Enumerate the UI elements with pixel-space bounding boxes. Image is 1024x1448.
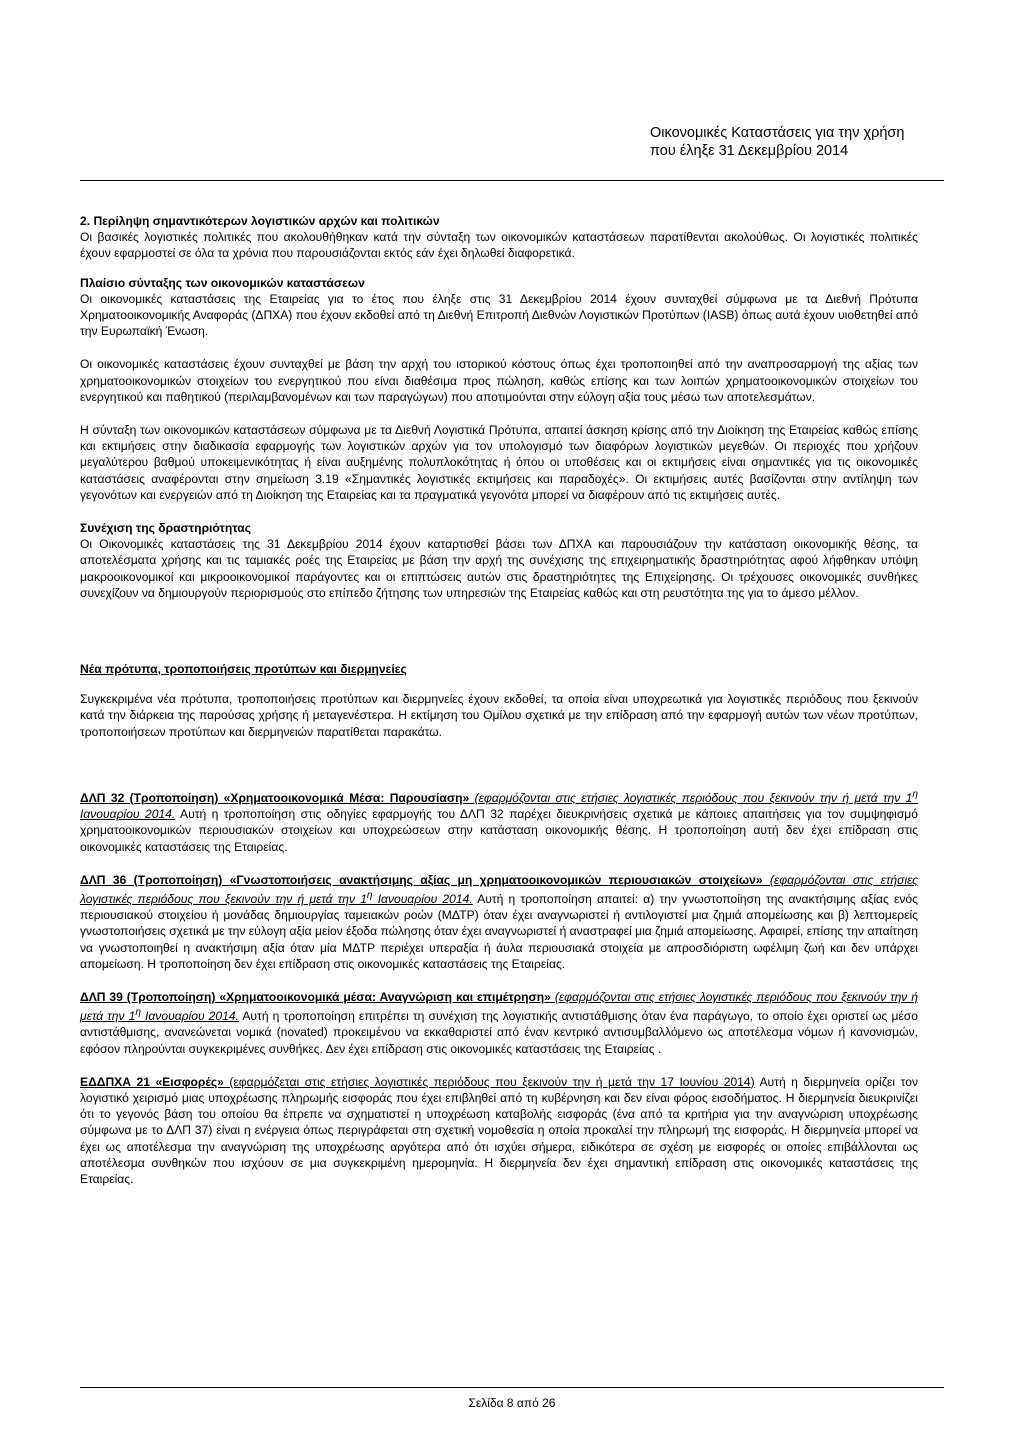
section-intro: Οι βασικές λογιστικές πολιτικές που ακολουθήθηκαν κατά την σύνταξη των οικονομικών καταστάσεων παρατίθενται ακολούθως. Οι λογιστικές πολιτικές έχουν εφαρμοστεί σε όλα τα χρόνια που παρουσιάζονται εκτός εάν έχει δηλωθεί διαφορετικά.	[80, 230, 918, 261]
ias32-body: Αυτή η τροποποίηση στις οδηγίες εφαρμογής του ΔΛΠ 32 παρέχει διευκρινήσεις σχετικά με κάποιες απαιτήσεις για τον συμψηφισμό χρηματοοικονομικών περιουσιακών στοιχείων και υποχρεώσεων στην κατάσταση οικονομικής θέσης. Η τροποποίηση αυτή δεν έχει επίδραση στις οικονομικές καταστάσεις της Εταιρείας.	[80, 807, 918, 854]
ias39-title: ΔΛΠ 39 (Τροποποίηση) «Χρηματοοικονομικά μέσα: Αναγνώριση και επιμέτρηση»	[80, 989, 551, 1004]
page-header	[650, 124, 905, 160]
ifric21-paragraph	[80, 1074, 918, 1187]
ias32-paragraph	[80, 787, 918, 855]
framework-paragraph-1: Οι οικονομικές καταστάσεις της Εταιρείας για το έτος που έληξε στις 31 Δεκεμβρίου 2014 έχουν συνταχθεί σύμφωνα με τα Διεθνή Πρότυπα Χρηματοοικονομικής Αναφοράς (ΔΠΧΑ) που έχουν εκδοθεί από τη Διεθνή Επιτροπή Διεθνών Λογιστικών Προτύπων (IASB) όπως αυτά έχουν υιοθετηθεί από την Ευρωπαϊκή Ένωση.	[80, 291, 918, 339]
ifric21-effective: (εφαρμόζεται στις ετήσιες λογιστικές περιόδους που ξεκινούν την ή μετά την 17 Ιουνίου 2014)	[223, 1074, 755, 1089]
framework-paragraph-2: Οι οικονομικές καταστάσεις έχουν συνταχθεί με βάση την αρχή του ιστορικού κόστους όπως έχει τροποποιηθεί από την αναπροσαρμογή της αξίας των χρηματοοικονομικών στοιχείων του ενεργητικού που είναι διαθέσιμα προς πώληση, καθώς επίσης και των λοιπών χρηματοοικονομικών στοιχείων του ενεργητικού και παθητικού (περιλαμβανομένων και των παραγώγων) που αποτιμούνται στην εύλογη αξία τους μέσω των αποτελεσμάτων.	[80, 357, 918, 404]
ias32-effective: (εφαρμόζονται στις ετήσιες λογιστικές περιόδους που ξεκινούν την ή μετά την $1^\eta$ Ιανουαρίου 2014.	[80, 788, 918, 822]
framework-paragraph-3: Η σύνταξη των οικονομικών καταστάσεων σύμφωνα με τα Διεθνή Λογιστικά Πρότυπα, απαιτεί άσκηση κρίσης από την Διοίκηση της Εταιρείας καθώς επίσης και εκτιμήσεις στην διαδικασία εφαρμογής των λογιστικών αρχών για τον υπολογισμό των διαφόρων λογιστικών μεγεθών. Οι περιοχές που χρήζουν μεγαλύτερου βαθμού υποκειμενικότητας ή είναι αυξημένης πολυπλοκότητας ή όπου οι υποθέσεις και οι εκτιμήσεις είναι σημαντικές για τις οικονομικές καταστάσεις αναφέρονται στην σημείωση 3.19 «Σημαντικές λογιστικές εκτιμήσεις και παραδοχές». Οι εκτιμήσεις αυτές βασίζονται στην αντίληψη των γεγονότων και ενεργειών από τη Διοίκηση της Εταιρείας και τα πραγματικά γεγονότα μπορεί να διαφέρουν από τις εκτιμήσεις αυτές.	[80, 423, 918, 502]
new-standards-intro: Συγκεκριμένα νέα πρότυπα, τροποποιήσεις προτύπων και διερμηνείες έχουν εκδοθεί, τα οποία είναι υποχρεωτικά για λογιστικές περιόδους που ξεκινούν κατά την διάρκεια της παρούσας χρήσης ή μεταγενέστερα. Η εκτίμηση του Ομίλου σχετικά με την επίδραση από την εφαρμογή αυτών των νέων προτύπων, τροποποιήσεων προτύπων και διερμηνειών παρατίθεται παρακάτω.	[80, 692, 918, 739]
section-heading: 2. Περίληψη σημαντικότερων λογιστικών αρχών και πολιτικών	[80, 214, 440, 228]
ias32-title: ΔΛΠ 32 (Τροποποίηση) «Χρηματοοικονομικά Μέσα: Παρουσίαση»	[80, 790, 470, 805]
ifric21-body: Αυτή η διερμηνεία ορίζει τον λογιστικό χειρισμό μιας υποχρέωσης πληρωμής εισφοράς που έχει επιβληθεί από τη κυβέρνηση και δεν είναι φόρος εισοδήματος. Η διερμηνεία διευκρινίζει ότι το γεγονός βάση του οποίου θα έπρεπε να σχηματιστεί η υποχρέωση καταβολής εισφοράς (ένα από τα κριτήρια για την αναγνώριση υποχρέωσης σύμφωνα με το ΔΛΠ 37) είναι η ενέργεια όπως περιγράφεται στη σχετική νομοθεσία η οποία προκαλεί την πληρωμή της εισφοράς. Η διερμηνεία μπορεί να έχει ως αποτέλεσμα την αναγνώριση της υποχρέωσης αργότερα από ότι ισχύει σήμερα, ειδικότερα σε σχέση με εισφορές οι οποίες επιβάλλονται ως αποτέλεσμα συνθηκών που ισχύουν σε μια συγκεκριμένη ημερομηνία. Η διερμηνεία δεν έχει σημαντική επίδραση στις οικονομικές καταστάσεις της Εταιρείας.	[80, 1074, 918, 1187]
page-number: Σελίδα 8 από 26	[468, 1396, 556, 1410]
page-footer	[80, 1387, 944, 1410]
ifric21-title: ΕΔΔΠΧΑ 21 «Εισφορές»	[80, 1074, 224, 1089]
framework-heading: Πλαίσιο σύνταξης των οικονομικών καταστάσεων	[80, 275, 365, 290]
page-content	[80, 213, 918, 1187]
header-title-line1: Οικονομικές Καταστάσεις για την χρήση	[650, 125, 905, 141]
ias36-paragraph	[80, 872, 918, 972]
ias39-paragraph	[80, 989, 918, 1057]
going-concern-heading: Συνέχιση της δραστηριότητας	[80, 521, 252, 536]
header-title-line2: που έληξε 31 Δεκεμβρίου 2014	[650, 143, 849, 159]
ias39-body: Αυτή η τροποποίηση επιτρέπει τη συνέχιση της λογιστικής αντιστάθμισης όταν ένα παράγωγο, το οποίο έχει οριστεί ως μέσο αντιστάθμισης, ανανεώνεται νομικά (novated) προκειμένου να εκκαθαριστεί από έναν κεντρικό αντισυμβαλλόμενο ως αποτέλεσμα νόμων ή κανονισμών, εφόσον πληρούνται συγκεκριμένες συνθήκες. Δεν έχει επίδραση στις οικονομικές καταστάσεις της Εταιρείας .	[80, 1009, 918, 1056]
ias36-effective: (εφαρμόζονται στις ετήσιες λογιστικές περιόδους που ξεκινούν την ή μετά την $1^\eta$ Ιανουαρίου 2014.	[80, 872, 918, 906]
ias39-effective: (εφαρμόζονται στις ετήσιες λογιστικές περιόδους που ξεκινούν την ή μετά την $1^\eta$ Ιανουαρίου 2014.	[80, 989, 918, 1024]
new-standards-heading: Νέα πρότυπα, τροποποιήσεις προτύπων και διερμηνείες	[80, 662, 407, 677]
ias36-title: ΔΛΠ 36 (Τροποποίηση) «Γνωστοποιήσεις ανακτήσιμης αξίας μη χρηματοοικονομικών περιουσιακών στοιχείων»	[80, 872, 763, 887]
ias36-body: Αυτή η τροποποίηση απαιτεί: α) την γνωστοποίηση της ανακτήσιμης αξίας ενός περιουσιακού στοιχείου ή μονάδας δημιουργίας ταμειακών ροών (ΜΔΤΡ) όταν έχει αναγνωριστεί ή αντιλογιστεί μια ζημιά απομείωσης και β) λεπτομερείς γνωστοποιήσεις σχετικά με την εύλογη αξία μείον έξοδα πώλησης όταν έχει αναγνωριστεί ή αναστραφεί μια ζημιά απομείωσης. Αφαιρεί, επίσης την απαίτηση να γνωστοποιηθεί η ανακτήσιμη αξία όταν μία ΜΔΤΡ περιέχει υπεραξία ή άυλα περιουσιακά στοιχεία με απροσδιόριστη ωφέλιμη ζωή και δεν υπάρχει απομείωση. Η τροποποίηση δεν έχει επίδραση στις οικονομικές καταστάσεις της Εταιρείας.	[80, 891, 918, 971]
going-concern-paragraph: Οι Οικονομικές καταστάσεις της 31 Δεκεμβρίου 2014 έχουν καταρτισθεί βάσει των ΔΠΧΑ και παρουσιάζουν την κατάσταση οικονομικής θέσης, τα αποτελέσματα χρήσης και τις ταμιακές ροές της Εταιρείας με βάση την αρχή της συνέχισης της επιχειρηματικής δραστηριότητας αφού λήφθηκαν υπόψη μακροοικονομικοί και μικροοικονομικοί παράγοντες και οι επιπτώσεις αυτών στις δραστηριότητες της Επιχείρησης. Οι τρέχουσες οικονομικές συνθήκες συνεχίζουν να δημιουργούν περιορισμούς στο επίπεδο ζήτησης των υπηρεσιών της Εταιρείας καθώς και στη ρευστότητα της για το άμεσο μέλλον.	[80, 537, 918, 600]
header-rule	[80, 180, 944, 181]
